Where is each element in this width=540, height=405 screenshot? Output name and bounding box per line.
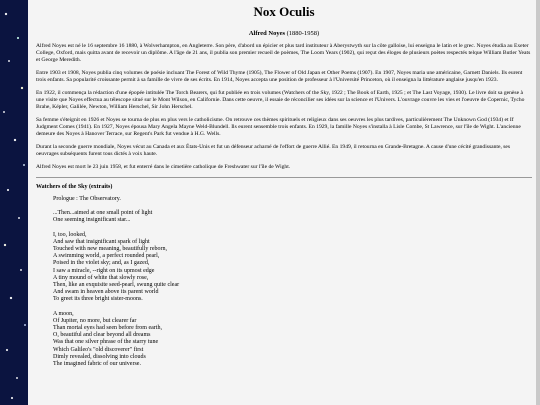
poem-line: I, too, looked, <box>53 231 87 238</box>
poem-line: ...Then...aimed at one small point of light <box>53 210 153 217</box>
stanza-gap <box>53 304 532 311</box>
poem-line: The imagined fabric of our universe. <box>53 361 141 368</box>
poem-line: A tiny mound of white that slowly rose, <box>53 274 149 281</box>
poem-excerpt <box>36 196 532 368</box>
bio-paragraph-6: Alfred Noyes est mort le 23 juin 1958, et fut enterré dans le cimetière catholique de Freshwater sur l'île de Wight. <box>36 164 291 170</box>
poem-line: I saw a miracle, --right on its upmost edge <box>53 267 155 274</box>
poem-line: One seeming insignificant star... <box>53 217 131 224</box>
poem-line: Then, like an exquisite seed-pearl, swung quite clear <box>53 282 180 289</box>
bio-paragraph-2: Entre 1903 et 1908, Noyes publia cinq volumes de poésie incluant The Forest of Wild Thyme (1905), The Flower of Old Japan et Other Poems (1907). En 1907, Noyes maria une américaine, Garnett Daniels. Ils eurent trois enfants. Sa popularité croissante permit à sa famille de vivre de ses écrits. En 1914, Noyes accepta une position de professeur à l'Université Princeton, où il enseigna la littérature anglaise jusqu'en 1923. <box>36 70 523 83</box>
poem-line: Prologue : The Observatory. <box>53 196 121 202</box>
bio-paragraph-1: Alfred Noyes est né le 16 septembre 16 1880, à Wolverhampton, en Angleterre. Son père, d'abord un épicier et plus tard instituteur à Aberystwyth sur la côte galloise, lui enseigna le latin et le grec. Noyes étudia au Exeter College, Oxford, mais quitta avant de recevoir un diplôme. A l'âge de 21 ans, il publia son premier recueil de poèmes, The Loom Years (1902), qui reçut des éloges de plusieurs poètes respectés telque William Butler Yeats et George Meredith. <box>36 43 531 63</box>
poem-line: Was that one silver phrase of the starry tune <box>53 339 159 346</box>
poem-line: And saw that insignificant spark of light <box>53 238 150 245</box>
author-name: Alfred Noyes <box>248 30 286 37</box>
poem-line: Touched with new meaning, beautifully reborn, <box>53 246 168 253</box>
author-years: (1880-1958) <box>286 30 320 37</box>
poem-line: Dimly revealed, dissolving into clouds <box>53 353 146 360</box>
bio-paragraph-3: En 1922, il commença la rédaction d'une épopée intitulée The Torch Bearers, qui fut publiée en trois volumes (Watchers of the Sky, 1922 ; The Book of Earth, 1925 ; et The Last Voyage, 1930). Le livre doit sa genèse à une visite que Noyes effectua au télescope situé sur le Mont Wilson, en Californie. Dans cette oeuvre, il essaie de réconcilier ses idées sur la science et l'Univers. L'ouvrage couvre les vies et l'oeuvre de Copernic, Tycho Brahe, Képler, Galilée, Newton, William Herschel, Sir John Herschel. <box>36 90 525 110</box>
poem-line: Poised in the violet sky; and, as I gazed, <box>53 260 150 267</box>
poem-line: Than mortal eyes had seen before from earth, <box>53 325 162 332</box>
poem-line: O, beautiful and clear beyond all dreams <box>53 332 151 339</box>
poem-line: And swam in heaven above its parent world <box>53 289 159 296</box>
section-title: Watchers of the Sky (extraits) <box>36 184 113 190</box>
poem-line: To greet its three bright sister-moons. <box>53 296 143 303</box>
divider <box>36 177 532 178</box>
poem-line: A swimming world, a perfect rounded pearl, <box>53 253 160 260</box>
scrollbar[interactable] <box>536 0 540 405</box>
bio-paragraph-5: Durant la seconde guerre mondiale, Noyes vécut au Canada et aux États-Unis et fut un défenseur acharné de l'effort de guerre Allié. En 1949, il retourna en Grande-Bretagne. A cause d'une cécité grandissante, ses oeuvrages subséquents furent tous dictés à voix haute. <box>36 144 511 157</box>
stanza-gap <box>53 225 532 232</box>
starry-border <box>0 0 28 405</box>
author-line <box>36 30 532 37</box>
bio-paragraph-4: Sa femme s'éteignit en 1926 et Noyes se tourna de plus en plus vers le catholicisme. On retrouve ces thèmes spirituels et religieux dans ses oeuvres les plus tardives, particulièrement The Unknown God (1934) et If Judgment Comes (1941). En 1927, Noyes épousa Mary Angela Mayne Weld-Blundell. Ils eurent sensemble trois enfants. En 1929, la famille Noyes s'installa à Lisle Combe, St Lawrence, sur l'île de Wight. L'ancienne demeure des Noyes à Hanover Terrace, sur Regent's Park fut vendue à H.G. Wells. <box>36 117 521 137</box>
poem-line: Of Jupiter, no more, but clearer far <box>53 317 137 324</box>
page-title: Nox Oculis <box>253 4 315 19</box>
page-content <box>28 0 540 405</box>
poem-line: Which Galileo's "old discoverer" first <box>53 346 144 353</box>
poem-line: A moon, <box>53 310 74 317</box>
